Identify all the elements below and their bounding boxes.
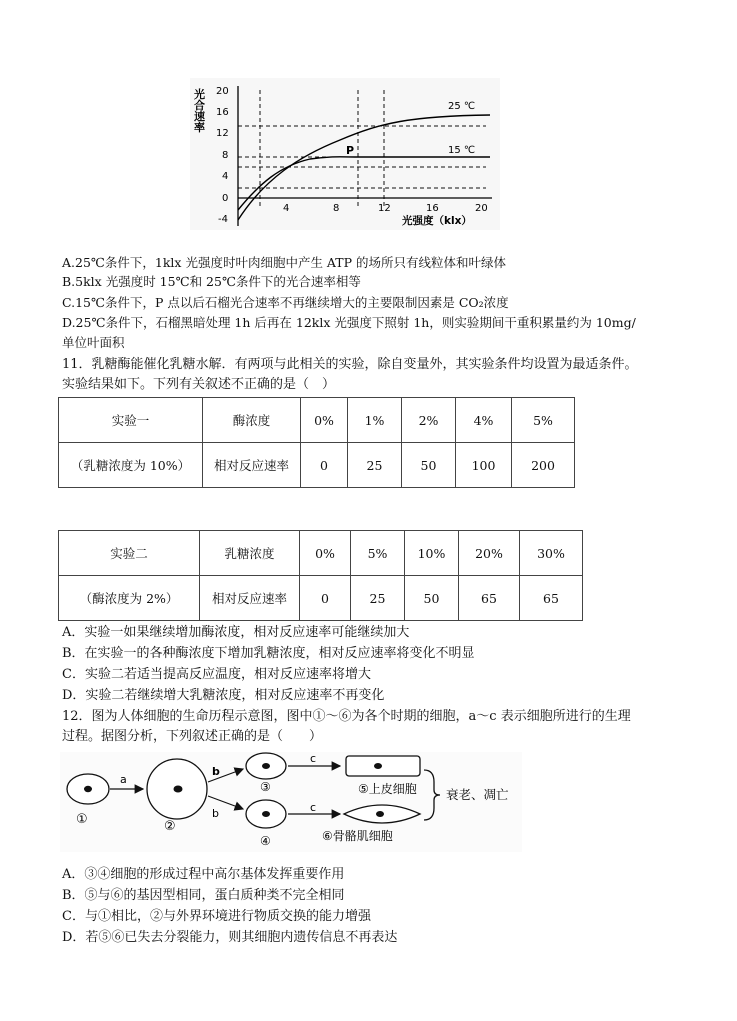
q11-stem-continued: 实验结果如下。下列有关叙述不正确的是（ ） xyxy=(62,377,336,392)
table-cell: 相对反应速率 xyxy=(200,576,300,621)
table-cell: 0 xyxy=(301,443,348,488)
x-axis-label: 光强度（klx） xyxy=(402,215,472,227)
y-tick-label: 12 xyxy=(216,128,229,139)
x-tick-label: 8 xyxy=(333,203,340,214)
table-cell: 0% xyxy=(300,531,351,576)
table-cell: 5% xyxy=(512,398,575,443)
table-row xyxy=(59,531,583,576)
experiment-two-table xyxy=(58,530,583,621)
table-row xyxy=(59,398,575,443)
q12-option-a: A．③④细胞的形成过程中高尔基体发挥重要作用 xyxy=(62,867,345,882)
y-tick-label: 16 xyxy=(216,107,229,118)
cell-life-history-diagram xyxy=(60,752,522,852)
cell-three-label: ③ xyxy=(260,780,271,794)
q12-stem-continued: 过程。据图分析，下列叙述正确的是（ ） xyxy=(62,729,323,744)
curve-25c-label: 25 ℃ xyxy=(448,101,476,112)
epithelial-cell-label: ⑤上皮细胞 xyxy=(358,782,417,796)
y-tick-label: 0 xyxy=(222,193,229,204)
table-cell: 200 xyxy=(512,443,575,488)
q10-option-c: C.15℃条件下，P 点以后石榴光合速率不再继续增大的主要限制因素是 CO₂浓度 xyxy=(62,295,509,310)
table-cell: 10% xyxy=(405,531,459,576)
x-tick-label: 16 xyxy=(426,203,439,214)
y-axis-label-char: 光 xyxy=(194,88,205,101)
table-row xyxy=(59,443,575,488)
nucleus xyxy=(262,763,270,769)
table-cell: 4% xyxy=(456,398,512,443)
table-cell: 0% xyxy=(301,398,348,443)
arrow-b-bottom-label: b xyxy=(212,807,219,820)
q10-option-a: A.25℃条件下，1klx 光强度时叶肉细胞中产生 ATP 的场所只有线粒体和叶绿体 xyxy=(62,255,506,270)
epithelial-cell xyxy=(346,756,420,776)
y-tick-label: 8 xyxy=(222,150,229,161)
table-cell: 25 xyxy=(348,443,402,488)
muscle-cell-label: ⑥骨骼肌细胞 xyxy=(322,829,393,843)
q12-stem: 12．图为人体细胞的生命历程示意图，图中①～⑥为各个时期的细胞，a～c 表示细胞所进行的生理 xyxy=(62,709,631,724)
table-cell: 65 xyxy=(520,576,583,621)
arrow-c-top-label: c xyxy=(310,752,317,765)
nucleus xyxy=(376,811,384,817)
q11-option-c: C．实验二若适当提高反应温度，相对反应速率将增大 xyxy=(62,667,371,682)
cell-two-label: ② xyxy=(164,819,176,834)
table-cell: 酶浓度 xyxy=(203,398,301,443)
table-cell: 50 xyxy=(402,443,456,488)
y-axis-label-char: 率 xyxy=(194,121,205,134)
y-tick-label: 4 xyxy=(222,171,229,182)
arrow-a-label: a xyxy=(120,773,127,786)
experiment-one-table xyxy=(58,397,575,488)
photosynthesis-graph xyxy=(190,78,500,230)
arrow-c-bottom-label: c xyxy=(310,801,317,814)
nucleus xyxy=(84,786,92,792)
table-cell: （乳糖浓度为 10%） xyxy=(59,443,203,488)
table-cell: （酶浓度为 2%） xyxy=(59,576,200,621)
y-tick-label: -4 xyxy=(218,214,228,225)
table-cell: 20% xyxy=(459,531,520,576)
nucleus xyxy=(174,786,183,793)
table-cell: 实验一 xyxy=(59,398,203,443)
cell-four-label: ④ xyxy=(260,834,271,848)
q12-option-c: C．与①相比，②与外界环境进行物质交换的能力增强 xyxy=(62,909,371,924)
arrow-b-top-label: b xyxy=(212,765,220,778)
table-cell: 25 xyxy=(351,576,405,621)
q10-option-b: B.5klx 光强度时 15℃和 25℃条件下的光合速率相等 xyxy=(62,274,361,289)
table-cell: 1% xyxy=(348,398,402,443)
q10-option-d-continued: 单位叶面积 xyxy=(62,335,125,350)
x-tick-label: 12 xyxy=(378,203,391,214)
curve-15c-label: 15 ℃ xyxy=(448,145,476,156)
x-tick-label: 20 xyxy=(475,203,488,214)
q11-option-a: A．实验一如果继续增加酶浓度，相对反应速率可能继续加大 xyxy=(62,625,410,640)
point-p-label: P xyxy=(346,144,355,157)
table-cell: 乳糖浓度 xyxy=(200,531,300,576)
q12-option-d: D．若⑤⑥已失去分裂能力，则其细胞内遗传信息不再表达 xyxy=(62,930,398,945)
table-cell: 65 xyxy=(459,576,520,621)
table-cell: 0 xyxy=(300,576,351,621)
table-cell: 30% xyxy=(520,531,583,576)
y-axis-label-char: 合 xyxy=(194,99,205,112)
table-cell: 2% xyxy=(402,398,456,443)
q12-option-b: B．⑤与⑥的基因型相同，蛋白质种类不完全相同 xyxy=(62,888,345,903)
fate-label: 衰老、凋亡 xyxy=(446,787,509,802)
y-axis-label-char: 速 xyxy=(194,110,205,123)
cell-one-label: ① xyxy=(76,812,88,827)
table-cell: 实验二 xyxy=(59,531,200,576)
nucleus xyxy=(262,811,270,817)
q11-option-d: D．实验二若继续增大乳糖浓度，相对反应速率不再变化 xyxy=(62,688,385,703)
q11-option-b: B．在实验一的各种酶浓度下增加乳糖浓度，相对反应速率将变化不明显 xyxy=(62,646,475,661)
table-cell: 50 xyxy=(405,576,459,621)
table-row xyxy=(59,576,583,621)
x-tick-label: 4 xyxy=(283,203,290,214)
q10-option-d: D.25℃条件下，石榴黑暗处理 1h 后再在 12klx 光强度下照射 1h，则实验期间干重积累量约为 10mg/ xyxy=(62,315,636,330)
q11-stem: 11．乳糖酶能催化乳糖水解．有两项与此相关的实验，除自变量外，其实验条件均设置为最适条件。 xyxy=(62,357,638,372)
nucleus xyxy=(374,763,382,769)
table-cell: 5% xyxy=(351,531,405,576)
y-tick-label: 20 xyxy=(216,86,229,97)
table-cell: 相对反应速率 xyxy=(203,443,301,488)
table-cell: 100 xyxy=(456,443,512,488)
